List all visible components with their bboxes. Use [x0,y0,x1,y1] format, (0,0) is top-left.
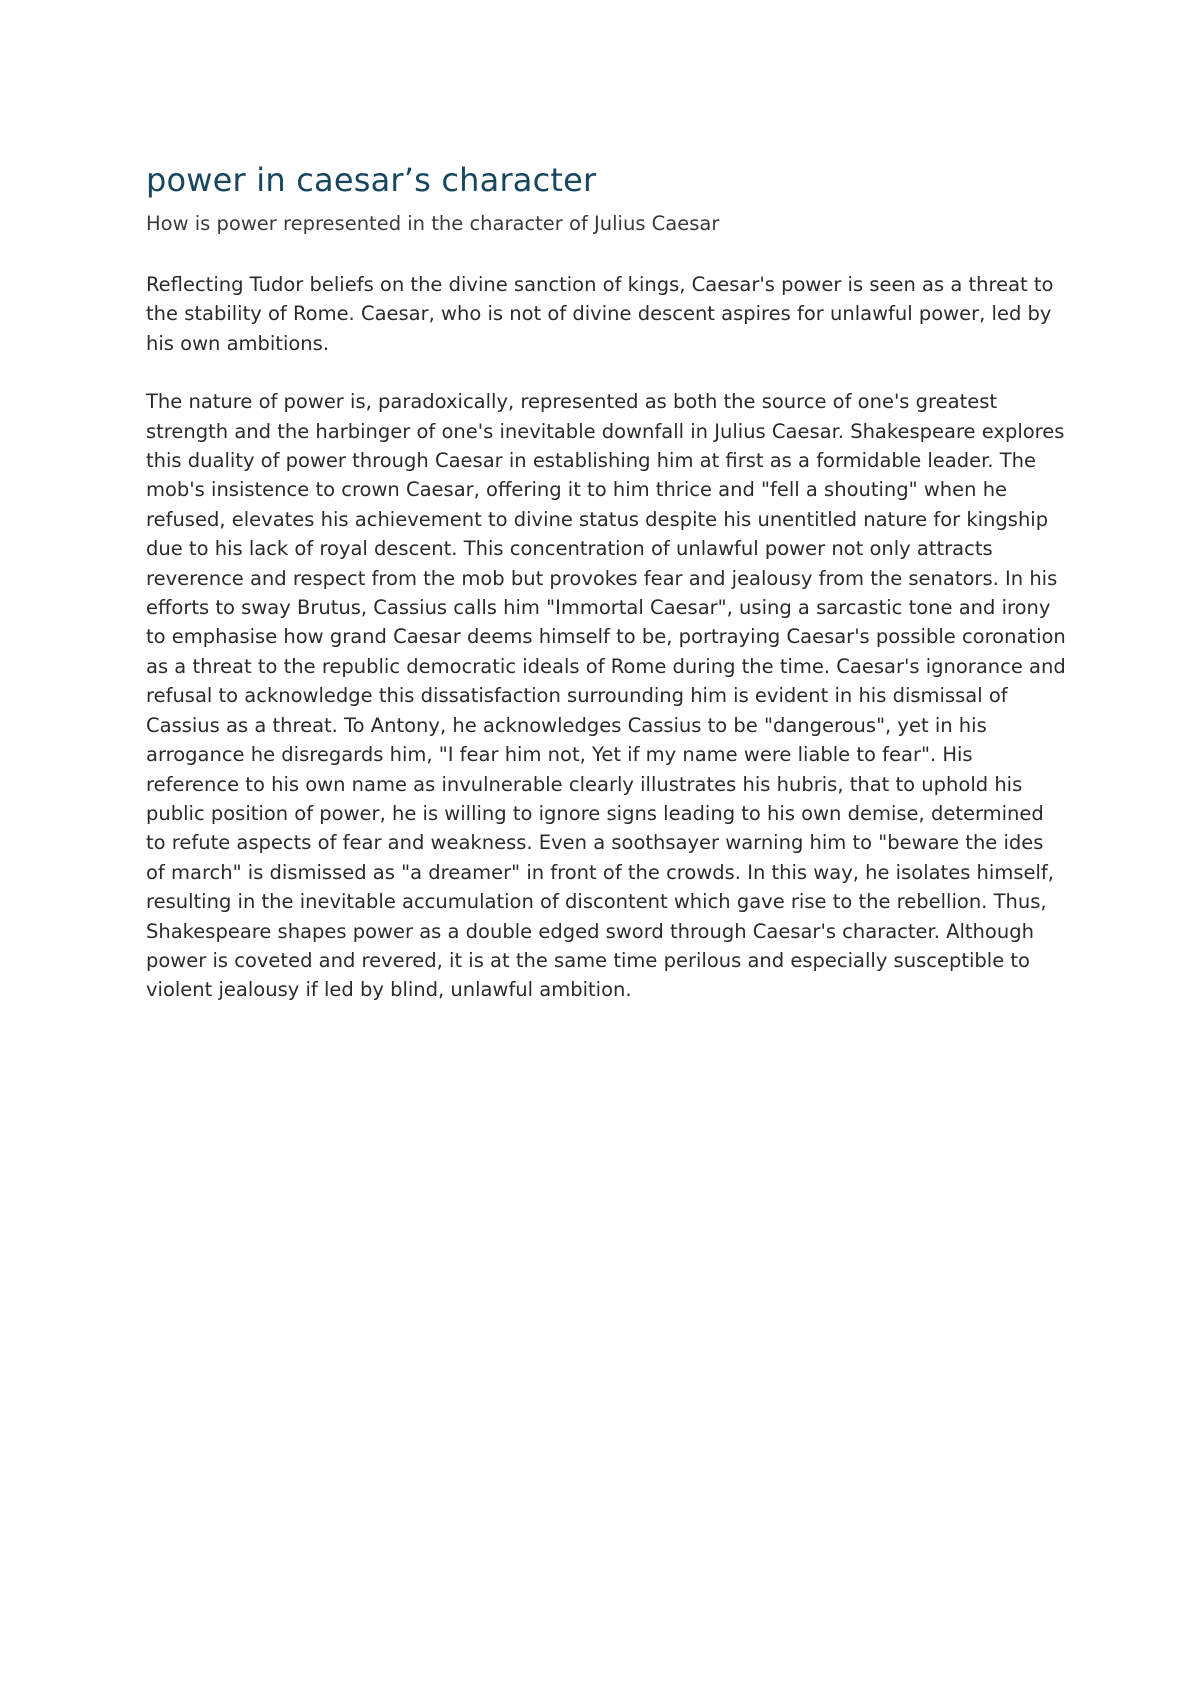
paragraph-body: The nature of power is, paradoxically, represented as both the source of one's greatest strength and the harbinger of one's inevitable downfall in Julius Caesar. Shakespeare explores this duality of power through Caesar in establishing him at first as a formidable leader. The mob's insistence to crown Caesar, offering it to him thrice and "fell a shouting" when he refused, elevates his achievement to divine status despite his unentitled nature for kingship due to his lack of royal descent. This concentration of unlawful power not only attracts reverence and respect from the mob but provokes fear and jealousy from the senators. In his efforts to sway Brutus, Cassius calls him "Immortal Caesar", using a sarcastic tone and irony to emphasise how grand Caesar deems himself to be, portraying Caesar's possible coronation as a threat to the republic democratic ideals of Rome during the time. Caesar's ignorance and refusal to acknowledge this dissatisfaction surrounding him is evident in his dismissal of Cassius as a threat. To Antony, he acknowledges Cassius to be "dangerous", yet in his arrogance he disregards him, "I fear him not, Yet if my name were liable to fear". His reference to his own name as invulnerable clearly illustrates his hubris, that to uphold his public position of power, he is willing to ignore signs leading to his own demise, determined to refute aspects of fear and weakness. Even a soothsayer warning him to "beware the ides of march" is dismissed as "a dreamer" in front of the crowds. In this way, he isolates himself, resulting in the inevitable accumulation of discontent which gave rise to the rebellion. Thus, Shakespeare shapes power as a double edged sword through Caesar's character. Although power is coveted and revered, it is at the same time perilous and especially susceptible to violent jealousy if led by blind, unlawful ambition. [146,390,1066,1002]
document-title: power in caesar’s character [146,161,597,199]
document-body [146,160,1066,1005]
document-subtitle: How is power represented in the character of Julius Caesar [146,212,720,235]
paragraph-intro: Reflecting Tudor beliefs on the divine sanction of kings, Caesar's power is seen as a threat to the stability of Rome. Caesar, who is not of divine descent aspires for unlawful power, led by his own ambitions. [146,273,1054,355]
